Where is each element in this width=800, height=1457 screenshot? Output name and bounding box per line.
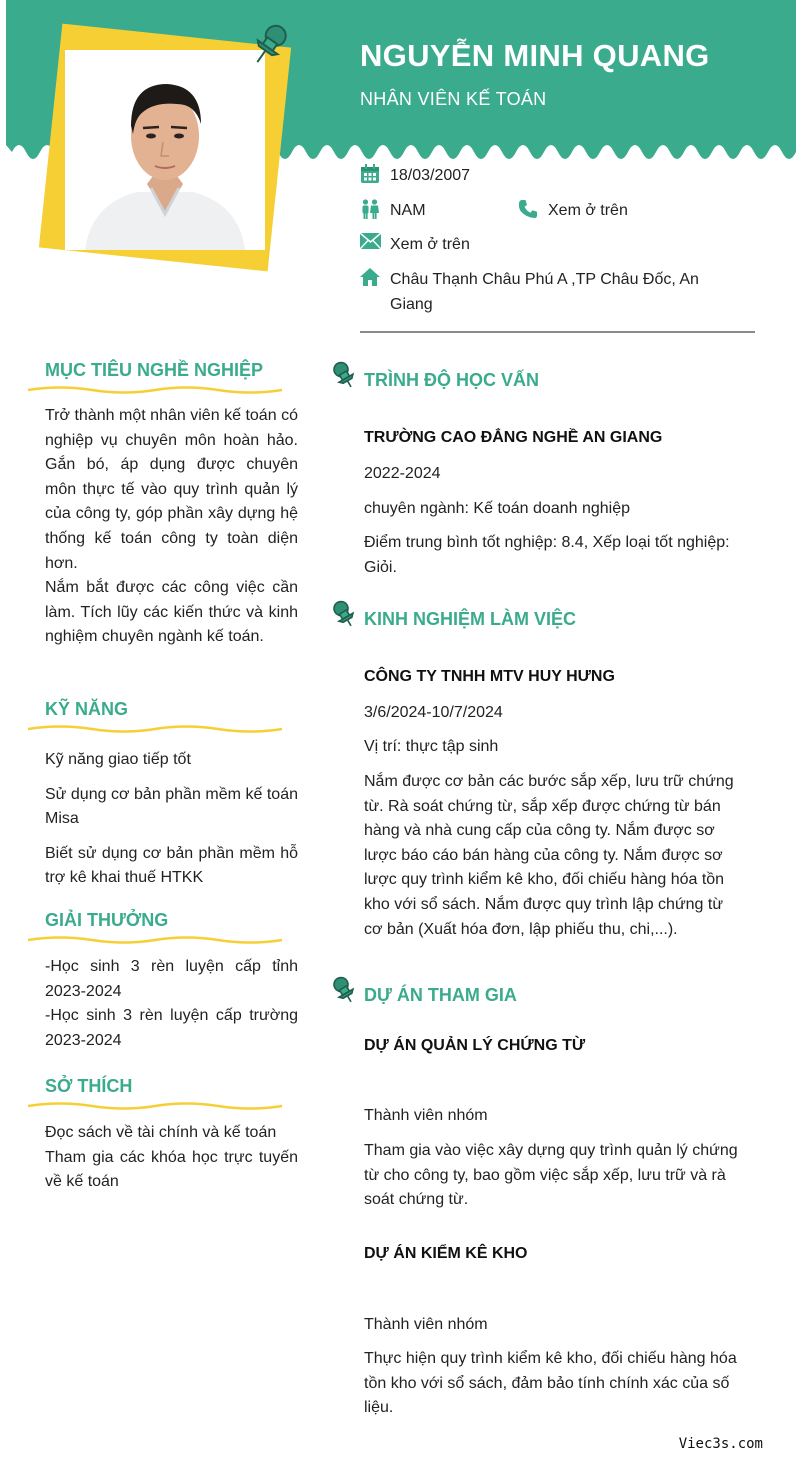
education-school: TRƯỜNG CAO ĐẲNG NGHỀ AN GIANG: [364, 429, 663, 446]
experience-description: Nắm được cơ bản các bước sắp xếp, lưu trữ chứng từ. Rà soát chứng từ, sắp xếp được chứng từ bán hàng và nhà cung cấp của công ty. Nắm được sơ lược báo cáo bán hàng của công ty. Nắm được sơ lược quy trình kiểm kê kho, đối chiếu hàng hóa tồn kho với sổ sách. Nắm được quy trình lập chứng từ cơ bản (Xuất hóa đơn, lập phiếu thu, chi,...).: [364, 773, 734, 938]
objective-wave-divider: [28, 385, 282, 395]
objective-heading: MỤC TIÊU NGHỀ NGHIỆP: [45, 360, 264, 380]
contact-phone: [518, 198, 628, 224]
experience-heading: KINH NGHIỆM LÀM VIỆC: [364, 609, 577, 629]
award-item: -Học sinh 3 rèn luyện cấp trường 2023-2024: [45, 1007, 298, 1049]
education-years: 2022-2024: [364, 465, 441, 482]
awards-wave-divider: [28, 935, 282, 945]
birthdate-value: 18/03/2007: [390, 167, 471, 184]
hobbies-list: [45, 1121, 298, 1195]
project-name: DỰ ÁN KIỂM KÊ KHO: [364, 1245, 528, 1262]
contact-divider: [360, 331, 755, 333]
contact-email: [360, 232, 470, 257]
skills-heading: KỸ NĂNG: [45, 699, 129, 719]
hobby-item: Đọc sách về tài chính và kế toán: [45, 1124, 277, 1141]
education-heading: TRÌNH ĐỘ HỌC VẤN: [364, 370, 539, 390]
pin-icon: [330, 975, 356, 1005]
objective-block: [45, 404, 298, 650]
gender-icon: [360, 198, 390, 224]
project-description: Tham gia vào việc xây dựng quy trình quản lý chứng từ cho công ty, bao gồm việc sắp xếp, lưu trữ và rà soát chứng từ.: [364, 1142, 738, 1209]
pin-icon: [330, 599, 356, 629]
experience-company: CÔNG TY TNHH MTV HUY HƯNG: [364, 668, 615, 685]
skill-item: Sử dụng cơ bản phần mềm kế toán Misa: [45, 785, 298, 828]
address-value: Châu Thạnh Châu Phú A ,TP Châu Đốc, An Giang: [390, 271, 699, 313]
person-photo: [77, 64, 253, 250]
skill-item: Kỹ năng giao tiếp tốt: [45, 751, 191, 768]
pin-icon: [248, 22, 292, 73]
skills-wave-divider: [28, 724, 282, 734]
phone-value[interactable]: Xem ở trên: [548, 202, 628, 219]
objective-paragraph-1: Trở thành một nhân viên kế toán có nghiệp vụ chuyên môn hoàn hảo. Gắn bó, áp dụng được chuyên môn thực tế vào quy trình quản lý của công ty, góp phần xây dựng hệ thống kế toán công ty toàn diện hơn.: [45, 407, 298, 572]
skill-item: Biết sử dụng cơ bản phần mềm hỗ trợ kê khai thuế HTKK: [45, 844, 298, 887]
hobbies-heading: SỞ THÍCH: [45, 1076, 133, 1096]
project-name: DỰ ÁN QUẢN LÝ CHỨNG TỪ: [364, 1037, 586, 1054]
objective-paragraph-2: Nắm bắt được các công việc cần làm. Tích lũy các kiến thức và kinh nghiệm chuyên ngành kế toán.: [45, 579, 298, 646]
calendar-icon: [360, 163, 390, 189]
hobbies-wave-divider: [28, 1101, 282, 1111]
email-value[interactable]: Xem ở trên: [390, 236, 470, 253]
award-item: -Học sinh 3 rèn luyện cấp tỉnh 2023-2024: [45, 958, 298, 1000]
contact-gender: [360, 198, 426, 224]
phone-icon: [518, 198, 548, 224]
skills-list: [45, 748, 298, 891]
candidate-name: NGUYỄN MINH QUANG: [360, 38, 710, 73]
projects-heading: DỰ ÁN THAM GIA: [364, 985, 517, 1005]
awards-heading: GIẢI THƯỞNG: [45, 910, 169, 930]
home-icon: [360, 267, 390, 291]
project-description: Thực hiện quy trình kiểm kê kho, đối chiếu hàng hóa tồn kho với sổ sách, đảm bảo tính chính xác của số liệu.: [364, 1350, 737, 1417]
job-title: NHÂN VIÊN KẾ TOÁN: [360, 89, 547, 109]
profile-photo: [65, 50, 265, 250]
pin-icon: [330, 360, 356, 390]
watermark: Viec3s.com: [678, 1436, 763, 1452]
email-icon: [360, 232, 390, 254]
contact-birthdate: [360, 163, 470, 189]
contact-address: [360, 267, 730, 317]
experience-dates: 3/6/2024-10/7/2024: [364, 704, 503, 721]
education-major: chuyên ngành: Kế toán doanh nghiệp: [364, 500, 631, 517]
project-role: Thành viên nhóm: [364, 1107, 488, 1124]
project-role: Thành viên nhóm: [364, 1316, 488, 1333]
awards-list: [45, 955, 298, 1053]
education-gpa: Điểm trung bình tốt nghiệp: 8.4, Xếp loại tốt nghiệp: Giỏi.: [364, 534, 730, 576]
hobby-item: Tham gia các khóa học trực tuyến về kế toán: [45, 1148, 298, 1191]
experience-position: Vị trí: thực tập sinh: [364, 738, 499, 755]
gender-value: NAM: [390, 202, 426, 219]
